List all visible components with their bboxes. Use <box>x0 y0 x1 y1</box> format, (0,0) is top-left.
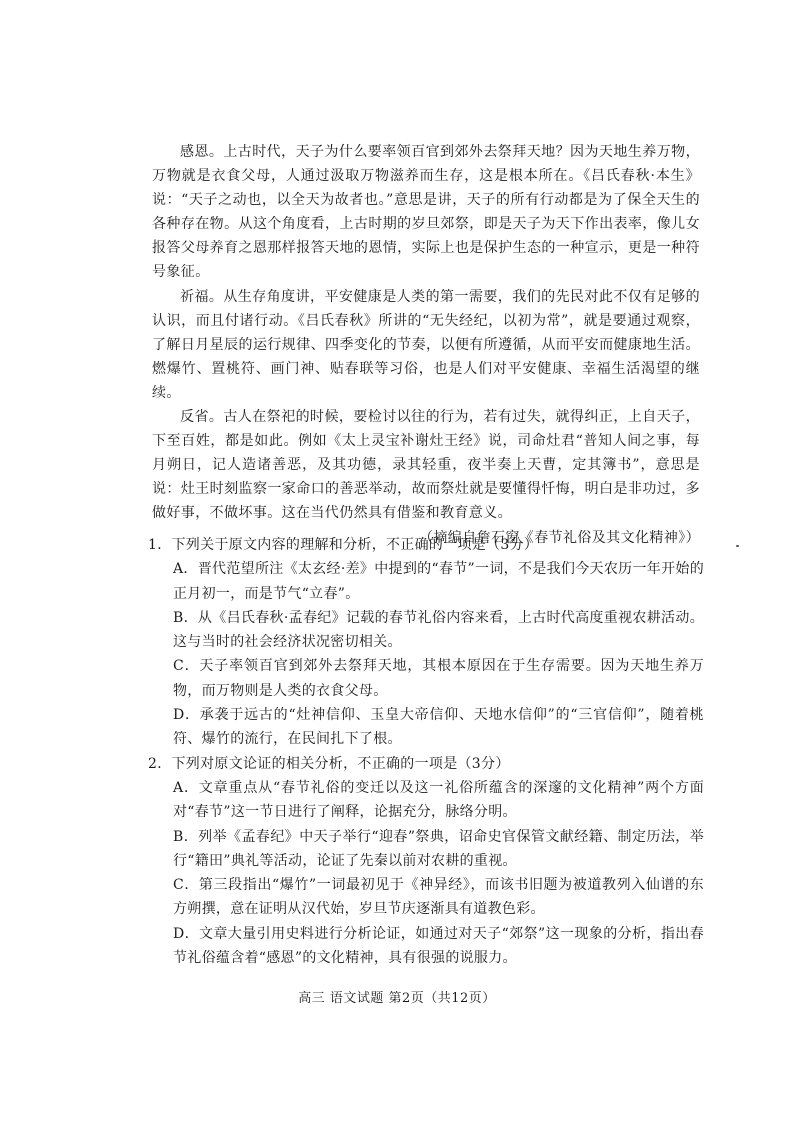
question-list <box>148 533 704 970</box>
question-stem: 1．下列关于原文内容的理解和分析，不正确的一项是（3分） <box>148 537 539 553</box>
option-a: A．晋代范望所注《太玄经·差》中提到的“春节”一词，不是我们今天农历一年开始的正月初一，而是节气“立春”。 <box>173 561 704 602</box>
option-d: D．文章大量引用史料进行分析论证，如通过对天子“郊祭”这一现象的分析，指出春节礼俗蕴含着“感恩”的文化精神，具有很强的说服力。 <box>173 925 704 967</box>
option-b: B．从《吕氏春秋·孟春纪》记载的春节礼俗内容来看，上古时代高度重视农耕活动。这与当时的社会经济状况密切相关。 <box>173 609 704 651</box>
option-c: C．第三段指出“爆竹”一词最初见于《神异经》，而该书旧题为被道教列入仙谱的东方朔撰，意在证明从汉代始，岁旦节庆逐渐具有道教色彩。 <box>173 877 704 918</box>
option-d: D．承袭于远古的“灶神信仰、玉皇大帝信仰、天地水信仰”的“三官信仰”，随着桃符、爆竹的流行，在民间扎下了根。 <box>173 707 704 748</box>
option-c: C．天子率领百官到郊外去祭拜天地，其根本原因在于生存需要。因为天地生养万物，而万物则是人类的衣食父母。 <box>173 658 704 699</box>
page-footer: 高三 语文试题 第2页（共12页） <box>298 991 496 1006</box>
reading-passage <box>152 140 700 550</box>
question-2 <box>148 752 704 971</box>
question-stem: 2．下列对原文论证的相关分析，不正确的一项是（3分） <box>148 755 510 772</box>
option-b: B．列举《孟春纪》中天子举行“迎春”祭典，诏命史官保管文献经籍、制定历法，举行“籍田”典礼等活动，论证了先秦以前对农耕的重视。 <box>173 828 704 869</box>
scan-speck <box>736 545 739 547</box>
passage-paragraph-gratitude: 感恩。上古时代，天子为什么要率领百官到郊外去祭拜天地？因为天地生养万物，万物就是衣食父母，人通过汲取万物滋养而生存，这是根本所在。《吕氏春秋·本生》说：“天子之动也，以全天为故者也。”意思是讲，天子的所有行动都是为了保全天生的各种存在物。从这个角度看，上古时期的岁旦郊祭，即是天子为天下作出表率，像儿女报答父母养育之恩那样报答天地的恩情，实际上也是保护生态的一种宣示，更是一种符号象征。 <box>152 144 700 281</box>
passage-paragraph-blessing: 祈福。从生存角度讲，平安健康是人类的第一需要，我们的先民对此不仅有足够的认识，而且付诸行动。《吕氏春秋》所讲的“无失经纪，以初为常”，就是要通过观察，了解日月星辰的运行规律、四季变化的节奏，以便有所遵循，从而平安而健康地生活。燃爆竹、置桃符、画门神、贴春联等习俗，也是人们对平安健康、幸福生活渴望的继续。 <box>152 288 700 401</box>
question-1 <box>148 533 704 752</box>
passage-source: （摘编自詹石窗《春节礼俗及其文化精神》） <box>419 529 700 546</box>
option-a: A．文章重点从“春节礼俗的变迁以及这一礼俗所蕴含的深邃的文化精神”两个方面对“春节”这一节日进行了阐释，论据充分，脉络分明。 <box>173 779 704 821</box>
passage-paragraph-reflection: 反省。古人在祭祀的时候，要检讨以往的行为，若有过失，就得纠正，上自天子，下至百姓，都是如此。例如《太上灵宝补谢灶王经》说，司命灶君“普知人间之事，每月朔日，记人造诸善恶，及其功德，录其轻重，夜半奏上天曹，定其簿书”，意思是说：灶王时刻监察一家命口的善恶举动，故而祭灶就是要懂得忏悔，明白是非功过，多做好事，不做坏事。这在当代仍然具有借鉴和教育意义。 <box>152 409 700 522</box>
